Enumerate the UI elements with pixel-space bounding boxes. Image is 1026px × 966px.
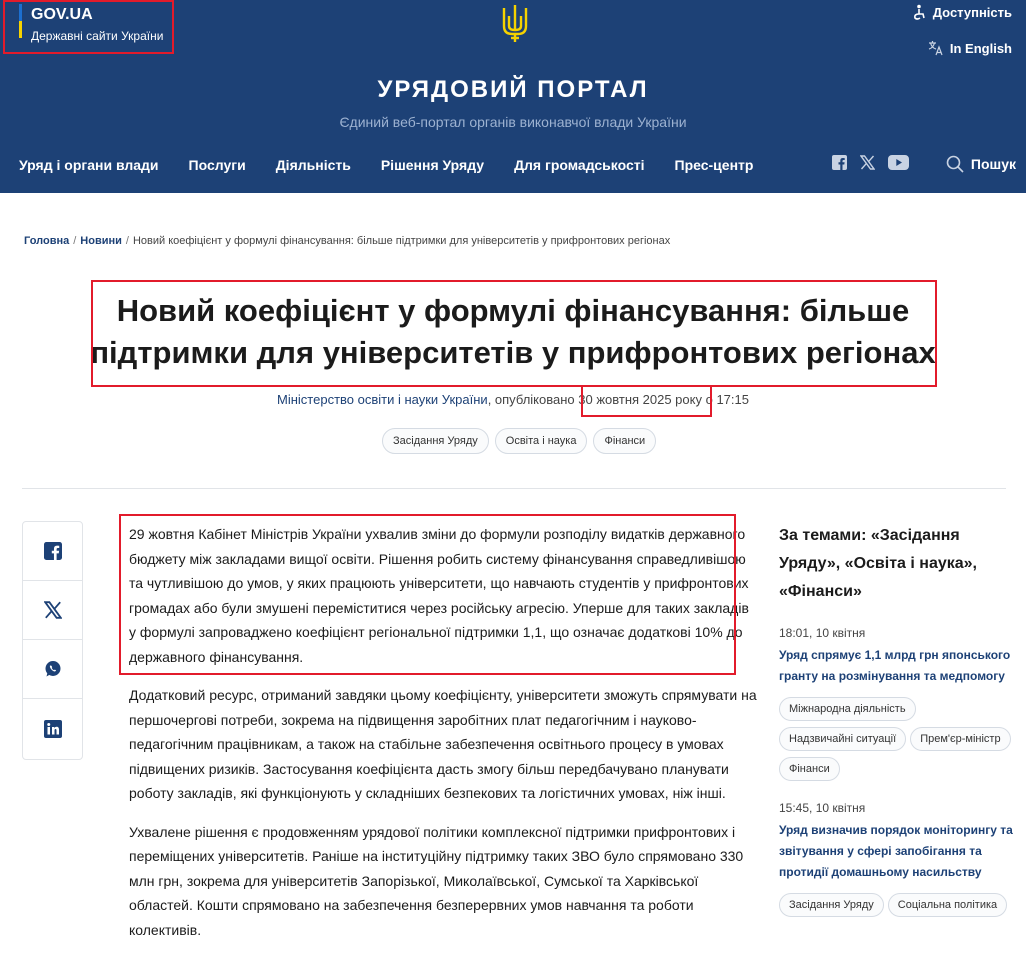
author-link[interactable]: Міністерство освіти і науки України	[277, 392, 488, 407]
news-time: 15:45, 10 квітня	[779, 801, 866, 815]
search-icon	[946, 155, 964, 173]
article-paragraph-2: Додатковий ресурс, отриманий завдяки цьому коефіцієнту, університети зможуть спрямувати на першочергові потреби, зокрема на підвищення заробітних плат педагогічним і науково-педагогічним працівникам, а також на стабільне забезпечення освітнього процесу в умовах підвищених ризиків. Застосування коефіцієнта дасть змогу більш передбачувано планувати роботу закладів, які функціонують у складніших безпекових та логістичних умовах, ніж інші.	[129, 687, 757, 801]
english-label: In English	[949, 40, 1012, 56]
highlight-title	[91, 280, 937, 387]
nav-activity[interactable]: Діяльність	[275, 157, 351, 173]
youtube-icon[interactable]	[888, 155, 909, 170]
news-tag[interactable]: Соціальна політика	[888, 893, 1007, 917]
linkedin-icon	[44, 720, 62, 738]
article-paragraph-1: 29 жовтня Кабінет Міністрів України ухвалив зміни до формули розподілу видатків державного бюджету між закладами вищої освіти. Рішення робить систему фінансування справедливішою та чутливішою до умов, у яких працюють університети, що навчають студентів у прифронтових громадах або були змушені переміститися через російську агресію. Уперше для таких закладів у формулі запроваджено коефіцієнт регіональної підтримки 1,1, що означає додаткові 10% до державного фінансування.	[129, 526, 749, 665]
article-meta	[0, 392, 1026, 407]
gov-ua-title: GOV.UA	[31, 6, 93, 23]
page-title-line-2: підтримки для університетів у прифронтових регіонах	[90, 335, 936, 370]
x-twitter-icon	[44, 601, 62, 619]
news-item	[779, 626, 1019, 781]
search-button[interactable]	[946, 155, 1016, 173]
highlight-gov-ua	[3, 0, 174, 54]
whatsapp-icon	[44, 660, 62, 678]
search-label: Пошук	[970, 156, 1016, 172]
tag-government-meeting[interactable]: Засідання Уряду	[382, 428, 489, 454]
highlight-date	[581, 385, 712, 417]
news-time: 18:01, 10 квітня	[779, 626, 866, 640]
nav-public[interactable]: Для громадськості	[514, 157, 645, 173]
article-paragraph-3: Ухвалене рішення є продовженням урядової політики комплексної підтримки прифронтових і переміщених університетів. Раніше на інституційну підтримку таких ЗВО було спрямовано 330 млн грн, зокрема для університетів Запорізької, Миколаївської, Сумської та Харківської областей. Кошти спрямовано на забезпечення безперервних умов навчання та роботи колективів.	[129, 823, 744, 938]
news-tag[interactable]: Надзвичайні ситуації	[779, 727, 906, 751]
share-linkedin[interactable]	[23, 699, 82, 758]
translate-icon	[928, 40, 944, 56]
share-whatsapp[interactable]	[23, 640, 82, 699]
portal-title: УРЯДОВИЙ ПОРТАЛ	[377, 76, 649, 103]
breadcrumb-home[interactable]: Головна	[24, 235, 70, 247]
page-title-line-1: Новий коефіцієнт у формулі фінансування: більше	[116, 293, 910, 328]
english-link[interactable]	[928, 40, 1012, 56]
nav-decisions[interactable]: Рішення Уряду	[380, 157, 485, 173]
portal-subtitle: Єдиний веб-портал органів виконавчої влади України	[339, 114, 687, 130]
news-tag[interactable]: Міжнародна діяльність	[779, 697, 916, 721]
breadcrumb-current: Новий коефіцієнт у формулі фінансування: більше підтримки для університетів у прифронтових регіонах	[132, 235, 671, 247]
accessibility-label: Доступність	[932, 4, 1012, 20]
tag-education[interactable]: Освіта і наука	[495, 428, 588, 454]
trident-icon[interactable]	[500, 2, 530, 46]
nav-government[interactable]: Уряд і органи влади	[19, 157, 159, 173]
breadcrumb-separator: /	[73, 235, 77, 247]
divider	[22, 488, 1006, 489]
published-label: , опубліковано	[487, 392, 579, 407]
breadcrumb-news[interactable]: Новини	[80, 235, 122, 247]
news-item	[779, 801, 1019, 917]
news-tags	[779, 893, 1019, 917]
x-twitter-icon[interactable]	[860, 155, 875, 170]
highlight-first-paragraph	[119, 514, 736, 675]
tag-finance[interactable]: Фінанси	[593, 428, 656, 454]
main-nav	[19, 157, 753, 173]
article-tags	[382, 428, 656, 454]
news-tags	[779, 697, 1019, 781]
accessibility-link[interactable]	[911, 4, 1012, 20]
share-x[interactable]	[23, 581, 82, 640]
news-tag[interactable]: Прем'єр-міністр	[910, 727, 1010, 751]
nav-press[interactable]: Прес-центр	[674, 157, 754, 173]
gov-ua-subtitle: Державні сайти України	[31, 29, 164, 43]
share-facebook[interactable]	[23, 522, 82, 581]
breadcrumb-separator: /	[125, 235, 129, 247]
news-title-link[interactable]: Уряд спрямує 1,1 млрд грн японського гранту на розмінування та медпомогу	[779, 648, 1011, 683]
breadcrumb	[24, 235, 670, 247]
news-title-link[interactable]: Уряд визначив порядок моніторингу та звітування у сфері запобігання та протидії домашньому насильству	[779, 823, 1013, 879]
sidebar-heading: За темами: «Засідання Уряду», «Освіта і наука», «Фінанси»	[779, 527, 977, 600]
share-panel	[22, 521, 83, 760]
facebook-icon	[44, 542, 62, 560]
social-links	[832, 155, 909, 170]
publish-date: 30 жовтня 2025 року	[578, 392, 702, 407]
nav-services[interactable]: Послуги	[188, 157, 246, 173]
news-tag[interactable]: Фінанси	[779, 757, 840, 781]
facebook-icon[interactable]	[832, 155, 847, 170]
sidebar-related	[779, 522, 1019, 917]
news-tag[interactable]: Засідання Уряду	[779, 893, 884, 917]
publish-time: о 17:15	[701, 392, 749, 407]
accessibility-icon	[911, 4, 927, 20]
